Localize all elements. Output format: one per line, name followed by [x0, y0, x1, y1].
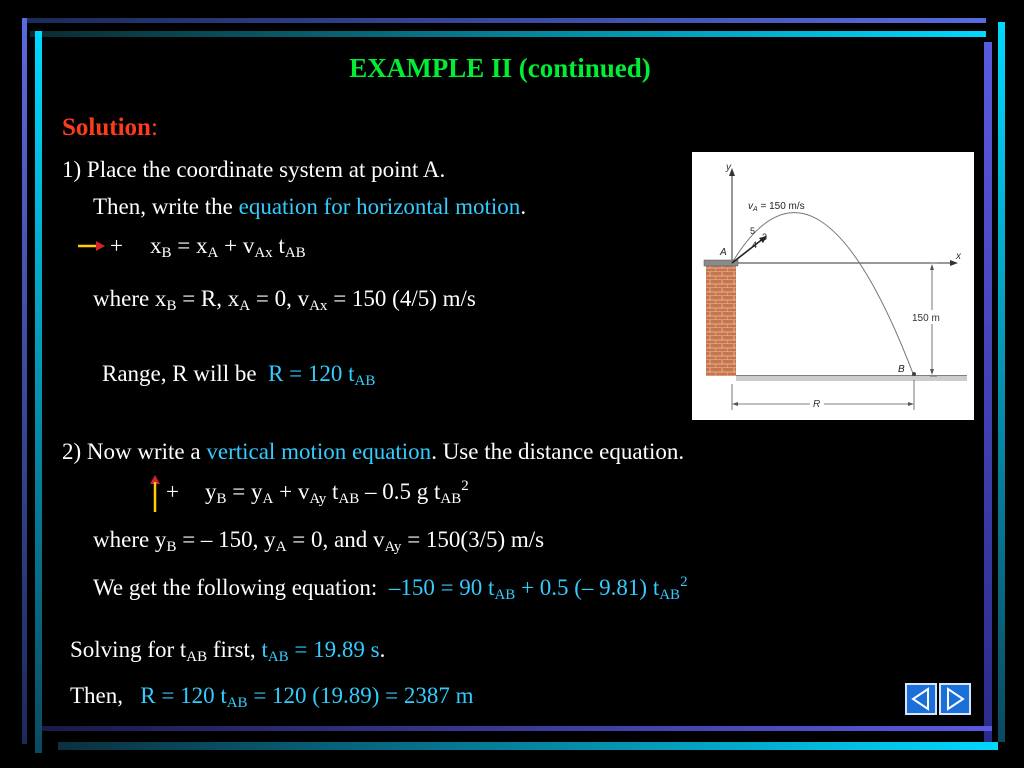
ground-fill	[736, 376, 967, 381]
slope-4: 4	[752, 240, 758, 250]
range-result: R = 120 $t_{AB} = 120$ (19.89) = 2387 m	[140, 683, 474, 711]
up-arrow-icon	[149, 474, 161, 514]
y-axis-label: y	[726, 162, 731, 173]
step2-equation: $y_B = y_A + v_{Ay}$ $t_{AB} - 0.5$ g $t_{AB}^2$	[205, 478, 469, 507]
left-border-bar-outer	[22, 18, 27, 744]
solving-line: Solving for $t_{AB}$ first, $t_{AB} = 19.89$ s.	[70, 637, 386, 665]
step2-highlight: vertical motion equation	[206, 439, 432, 464]
get-label: We get the following equation:	[93, 575, 378, 600]
diagram-svg	[692, 152, 974, 420]
right-border-bar-outer	[998, 22, 1005, 742]
range-equation: R = 120 $t_{AB}$	[268, 361, 376, 389]
step1-line2-post: .	[520, 194, 527, 219]
right-arrow-icon	[76, 240, 106, 252]
left-border-bar-inner	[35, 31, 42, 753]
slope-5: 5	[750, 226, 756, 236]
brick-wall	[706, 264, 736, 376]
solution-colon: :	[150, 114, 158, 141]
triangle-right-icon	[941, 685, 969, 713]
velocity-label: $v_A = 150$ m/s	[748, 201, 805, 213]
solution-label: Solution	[62, 114, 151, 141]
x-axis-label: x	[956, 251, 961, 262]
top-border-bar-inner	[30, 31, 986, 37]
top-border-bar-outer	[22, 18, 986, 23]
point-a-label: A	[720, 247, 727, 258]
step1-line2-highlight: equation for horizontal motion	[238, 194, 521, 219]
step2-result	[93, 574, 688, 602]
bottom-border-bar-inner	[42, 726, 992, 731]
then-line	[70, 682, 473, 710]
projectile-diagram	[692, 152, 974, 420]
slide-title: EXAMPLE II (continued)	[349, 53, 651, 83]
velocity-vector	[732, 238, 764, 263]
step1-range	[102, 360, 375, 388]
right-border-bar-inner	[984, 42, 992, 742]
step1-sign: +	[110, 233, 123, 258]
trajectory-path	[732, 213, 914, 376]
step2-where: where $y_B$ = – 150, $y_A = 0$, and $v_{Ay} = 150(3/5)$ m/s	[93, 527, 545, 555]
solution-heading	[62, 114, 158, 142]
time-result: $t_{AB} = 19.89$ s	[261, 637, 380, 665]
step1-line1: 1) Place the coordinate system at point A.	[62, 157, 446, 182]
bottom-border-bar-outer	[58, 742, 998, 750]
height-label: 150 m	[912, 313, 940, 324]
step2-line: 2) Now write a vertical motion equation. Use the distance equation.	[62, 439, 685, 464]
prev-slide-button[interactable]	[905, 683, 937, 715]
then-label: Then,	[70, 683, 124, 708]
get-equation: –150 = 90 $t_{AB} + 0.5$ (– 9.81) $t_{AB}^2$	[388, 574, 688, 603]
point-b-label: B	[898, 364, 905, 375]
range-label: Range, R will be	[102, 361, 257, 386]
step1-line2-pre: Then, write the	[93, 194, 239, 219]
slope-3: 3	[762, 232, 768, 242]
step2-sign: +	[166, 479, 179, 504]
step1-where: where $x_B = R$, $x_A = 0$, $v_{Ax} = 150$ (4/5) m/s	[93, 286, 476, 314]
next-slide-button[interactable]	[939, 683, 971, 715]
step1-equation: $x_B = x_A + v_{Ax}$ $t_{AB}$	[150, 233, 306, 261]
triangle-left-icon	[907, 685, 935, 713]
step1-line2	[93, 193, 526, 221]
range-dimension-label: R	[813, 399, 821, 410]
